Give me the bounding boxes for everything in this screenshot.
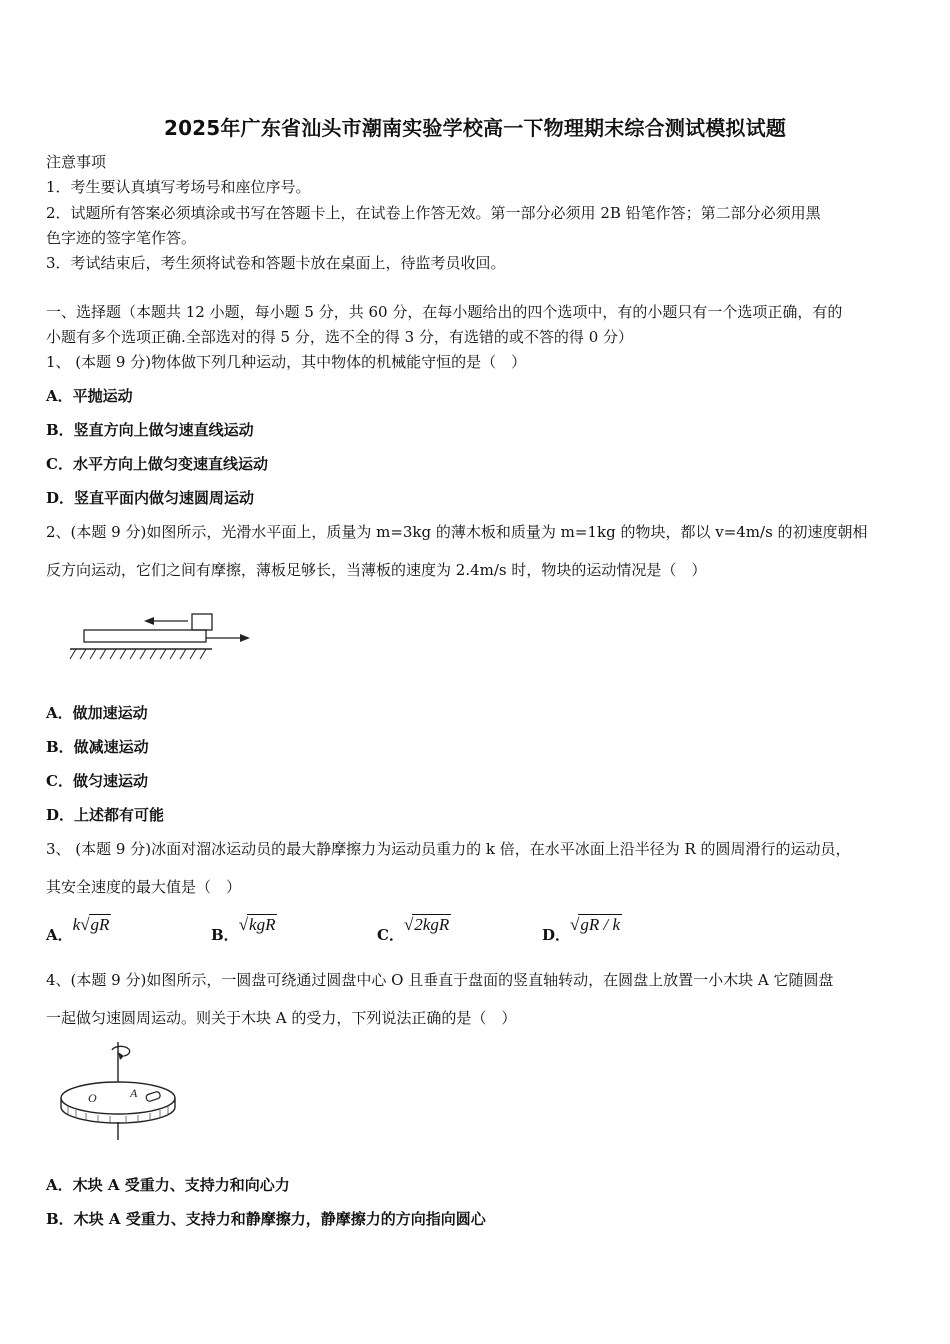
question-2-stem: 2、(本题 9 分)如图所示，光滑水平面上，质量为 m=3kg 的薄木板和质量为 m=1kg 的物块，都以 v=4m/s 的初速度朝相 [46, 523, 868, 541]
board-shape [84, 630, 206, 642]
option-radicand: gR [90, 915, 110, 934]
option-radicand: 2kgR [414, 915, 450, 934]
question-3-option-b: B．√kgR [211, 915, 276, 944]
question-3-option-a: A．k√gR [46, 915, 110, 944]
question-2-stem: 反方向运动，它们之间有摩擦，薄板足够长，当薄板的速度为 2.4m/s 时，物块的运动情况是（ ） [46, 561, 707, 579]
option-radicand: gR / k [580, 915, 621, 934]
board-block-figure [62, 606, 262, 666]
question-3-option-d: D．√gR / k [542, 915, 621, 944]
block-shape [192, 614, 212, 630]
question-3-stem: 其安全速度的最大值是（ ） [46, 878, 242, 896]
section-header: 一、选择题（本题共 12 小题，每小题 5 分，共 60 分，在每小题给出的四个选项中，有的小题只有一个选项正确，有的 [46, 303, 843, 321]
notice-item: 色字迹的签字笔作答。 [46, 229, 197, 247]
option-label: A． [46, 926, 73, 944]
question-4-option-b: B．木块 A 受重力、支持力和静摩擦力，静摩擦力的方向指向圆心 [46, 1210, 486, 1228]
notice-heading: 注意事项 [46, 153, 107, 171]
board-arrow-head [240, 634, 250, 642]
question-1-option-a: A．平抛运动 [46, 387, 133, 405]
center-label-o: O [88, 1091, 97, 1105]
question-3-stem: 3、 (本题 9 分)冰面对溜冰运动员的最大静摩擦力为运动员重力的 k 倍，在水平冰面上沿半径为 R 的圆周滑行的运动员， [46, 840, 851, 858]
option-label: B． [211, 926, 239, 944]
ground-hatch [70, 649, 206, 659]
notice-item: 3．考试结束后，考生须将试卷和答题卡放在桌面上，待监考员收回。 [46, 254, 506, 272]
section-header: 小题有多个选项正确.全部选对的得 5 分，选不全的得 3 分，有选错的或不答的得 0 分） [46, 328, 634, 346]
question-3-option-c: C．√2kgR [377, 915, 450, 944]
question-1-option-b: B．竖直方向上做匀速直线运动 [46, 421, 254, 439]
question-4-option-a: A．木块 A 受重力、支持力和向心力 [46, 1176, 290, 1194]
question-2-option-c: C．做匀速运动 [46, 772, 148, 790]
rotating-disc-figure [54, 1040, 194, 1142]
option-label: C． [377, 926, 404, 944]
question-1-stem: 1、 (本题 9 分)物体做下列几种运动，其中物体的机械能守恒的是（ ） [46, 353, 527, 371]
option-label: D． [542, 926, 571, 944]
question-1-option-d: D．竖直平面内做匀速圆周运动 [46, 489, 255, 507]
question-2-option-d: D．上述都有可能 [46, 806, 165, 824]
notice-item: 2．试题所有答案必须填涂或书写在答题卡上，在试卷上作答无效。第一部分必须用 2B 铅笔作答；第二部分必须用黑 [46, 204, 821, 222]
notice-item: 1．考生要认真填写考场号和座位序号。 [46, 178, 311, 196]
page-title: 2025年广东省汕头市潮南实验学校高一下物理期末综合测试模拟试题 [163, 116, 787, 140]
option-coefficient: k [72, 915, 81, 934]
question-2-option-a: A．做加速运动 [46, 704, 148, 722]
question-1-option-c: C．水平方向上做匀变速直线运动 [46, 455, 268, 473]
question-4-stem: 一起做匀速圆周运动。则关于木块 A 的受力，下列说法正确的是（ ） [46, 1009, 517, 1027]
question-2-option-b: B．做减速运动 [46, 738, 149, 756]
block-label-a: A [130, 1086, 138, 1100]
option-radicand: kgR [249, 915, 276, 934]
question-4-stem: 4、(本题 9 分)如图所示，一圆盘可绕通过圆盘中心 O 且垂直于盘面的竖直轴转动，在圆盘上放置一小木块 A 它随圆盘 [46, 971, 834, 989]
rotation-arrow-head [118, 1052, 124, 1060]
block-arrow-head [144, 617, 154, 625]
